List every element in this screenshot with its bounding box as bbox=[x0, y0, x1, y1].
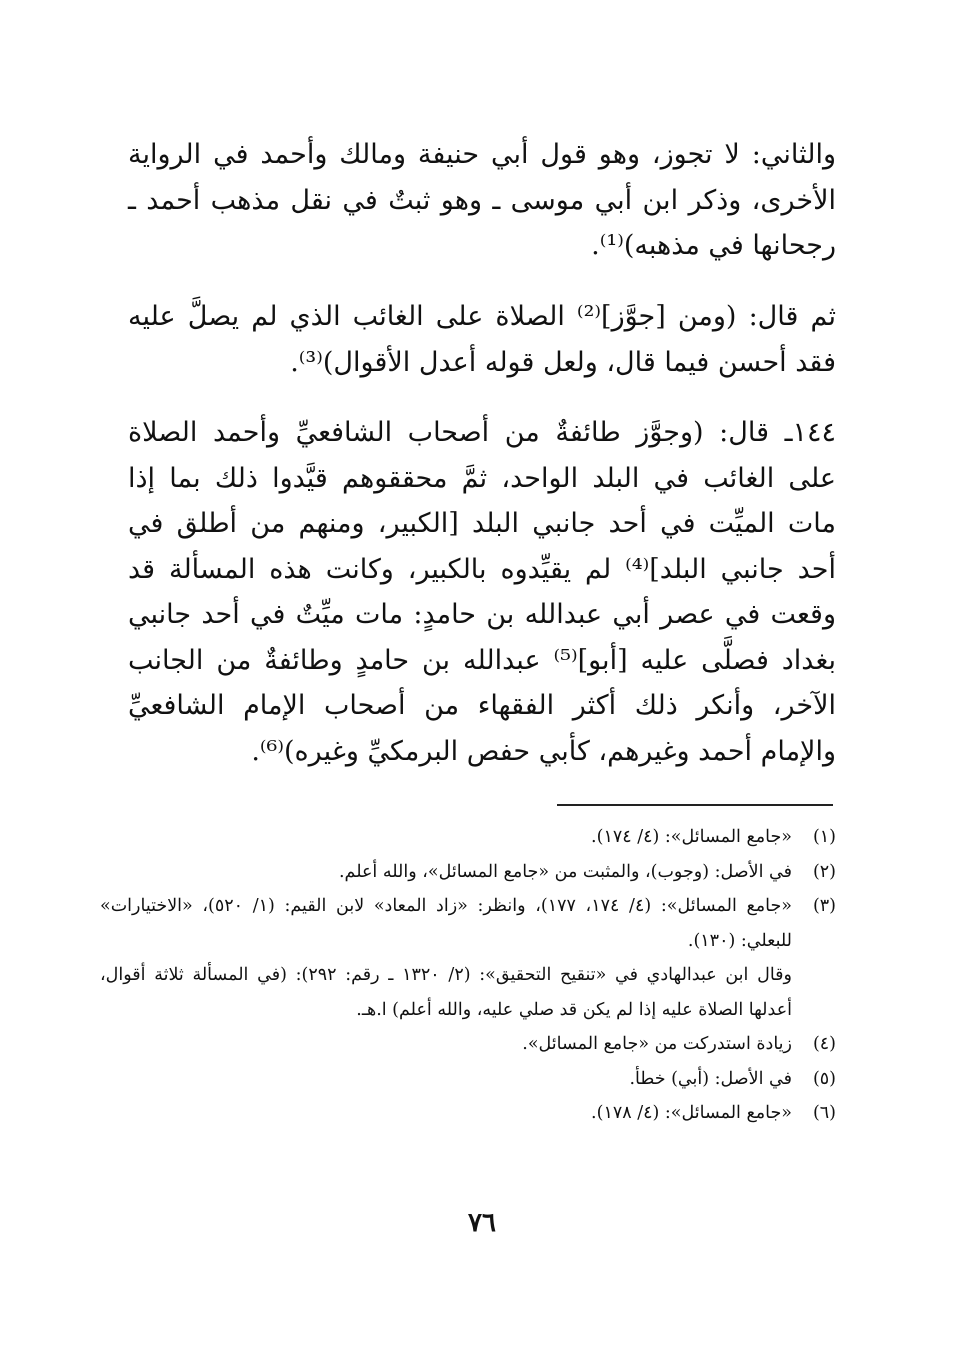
footnote-1 bbox=[100, 820, 836, 855]
body-paragraph-2: ثم قال: (ومن [جوَّز]⁽²⁾ الصلاة على الغائب الذي لم يصلَّ عليه فقد أحسن فيما قال، ولعل قوله أعدل الأقوال)⁽³⁾. bbox=[128, 301, 837, 378]
footnote-6 bbox=[100, 1096, 836, 1131]
footnotes-section bbox=[100, 820, 836, 1131]
footnote-text: زيادة استدركت من «جامع المسائل». bbox=[522, 1034, 792, 1054]
footnote-number: (١) bbox=[812, 827, 836, 847]
footnote-number: (٢) bbox=[812, 861, 836, 882]
footnote-4 bbox=[100, 1027, 836, 1062]
footnote-text: في الأصل: (وجوب)، والمثبت من «جامع المسائل»، والله أعلم. bbox=[338, 861, 792, 882]
footnote-3-continuation: وقال ابن عبدالهادي في «تنقيح التحقيق»: (٢/ ١٣٢٠ ـ رقم: ٢٩٢): (في المسألة ثلاثة أقوال، أعدلها الصلاة عليه إذا لم يكن قد صلي عليه، والله أعلم) ا.هـ. bbox=[100, 965, 792, 1020]
footnote-number: (٣) bbox=[812, 896, 836, 916]
footnote-divider bbox=[557, 804, 833, 806]
footnote-number: (٥) bbox=[812, 1068, 836, 1089]
footnote-3 bbox=[100, 889, 836, 958]
footnote-5 bbox=[100, 1062, 836, 1097]
footnote-text: في الأصل: (أبي) خطأ. bbox=[629, 1068, 792, 1089]
footnote-2 bbox=[100, 855, 836, 890]
body-paragraph-1: والثاني: لا تجوز، وهو قول أبي حنيفة ومالك وأحمد في الرواية الأخرى، وذكر ابن أبي موسى ـ وهو ثبتٌ في نقل مذهب أحمد ـ رجحانها في مذهبه)⁽¹⁾. bbox=[128, 139, 836, 261]
footnote-text: «جامع المسائل»: (٤/ ١٧٨). bbox=[591, 1103, 792, 1123]
footnote-text: «جامع المسائل»: (٤/ ١٧٤). bbox=[591, 827, 792, 847]
footnote-number: (٤) bbox=[812, 1034, 836, 1054]
page-number: ٧٦ bbox=[468, 1208, 496, 1238]
body-paragraph-3: ١٤٤ـ قال: (وجوَّز طائفةٌ من أصحاب الشافعيِّ وأحمد الصلاة على الغائب في البلد الواحد، ثمَّ محققوهم قيَّدوا ذلك بما إذا مات الميِّت في أحد جانبي البلد [الكبير، ومنهم من أطلق في أحد جانبي البلد]⁽⁴⁾ لم يقيِّدوه بالكبير، وكانت هذه المسألة قد وقعت في عصر أبي عبدالله بن حامدٍ: مات ميِّتٌ في أحد جانبي بغداد فصلَّى عليه [أبو]⁽⁵⁾ عبدالله بن حامدٍ وطائفةٌ من الجانب الآخر، وأنكر ذلك أكثر الفقهاء من أصحاب الإمام الشافعيِّ والإمام أحمد وغيرهم، كأبي حفص البرمكيِّ وغيره)⁽⁶⁾. bbox=[128, 417, 836, 767]
footnote-text: «جامع المسائل»: (٤/ ١٧٤، ١٧٧)، وانظر: «زاد المعاد» لابن القيم: (١/ ٥٢٠)، «الاختيارات» للبعلي: (١٣٠). bbox=[100, 896, 793, 951]
footnote-number: (٦) bbox=[812, 1103, 836, 1123]
